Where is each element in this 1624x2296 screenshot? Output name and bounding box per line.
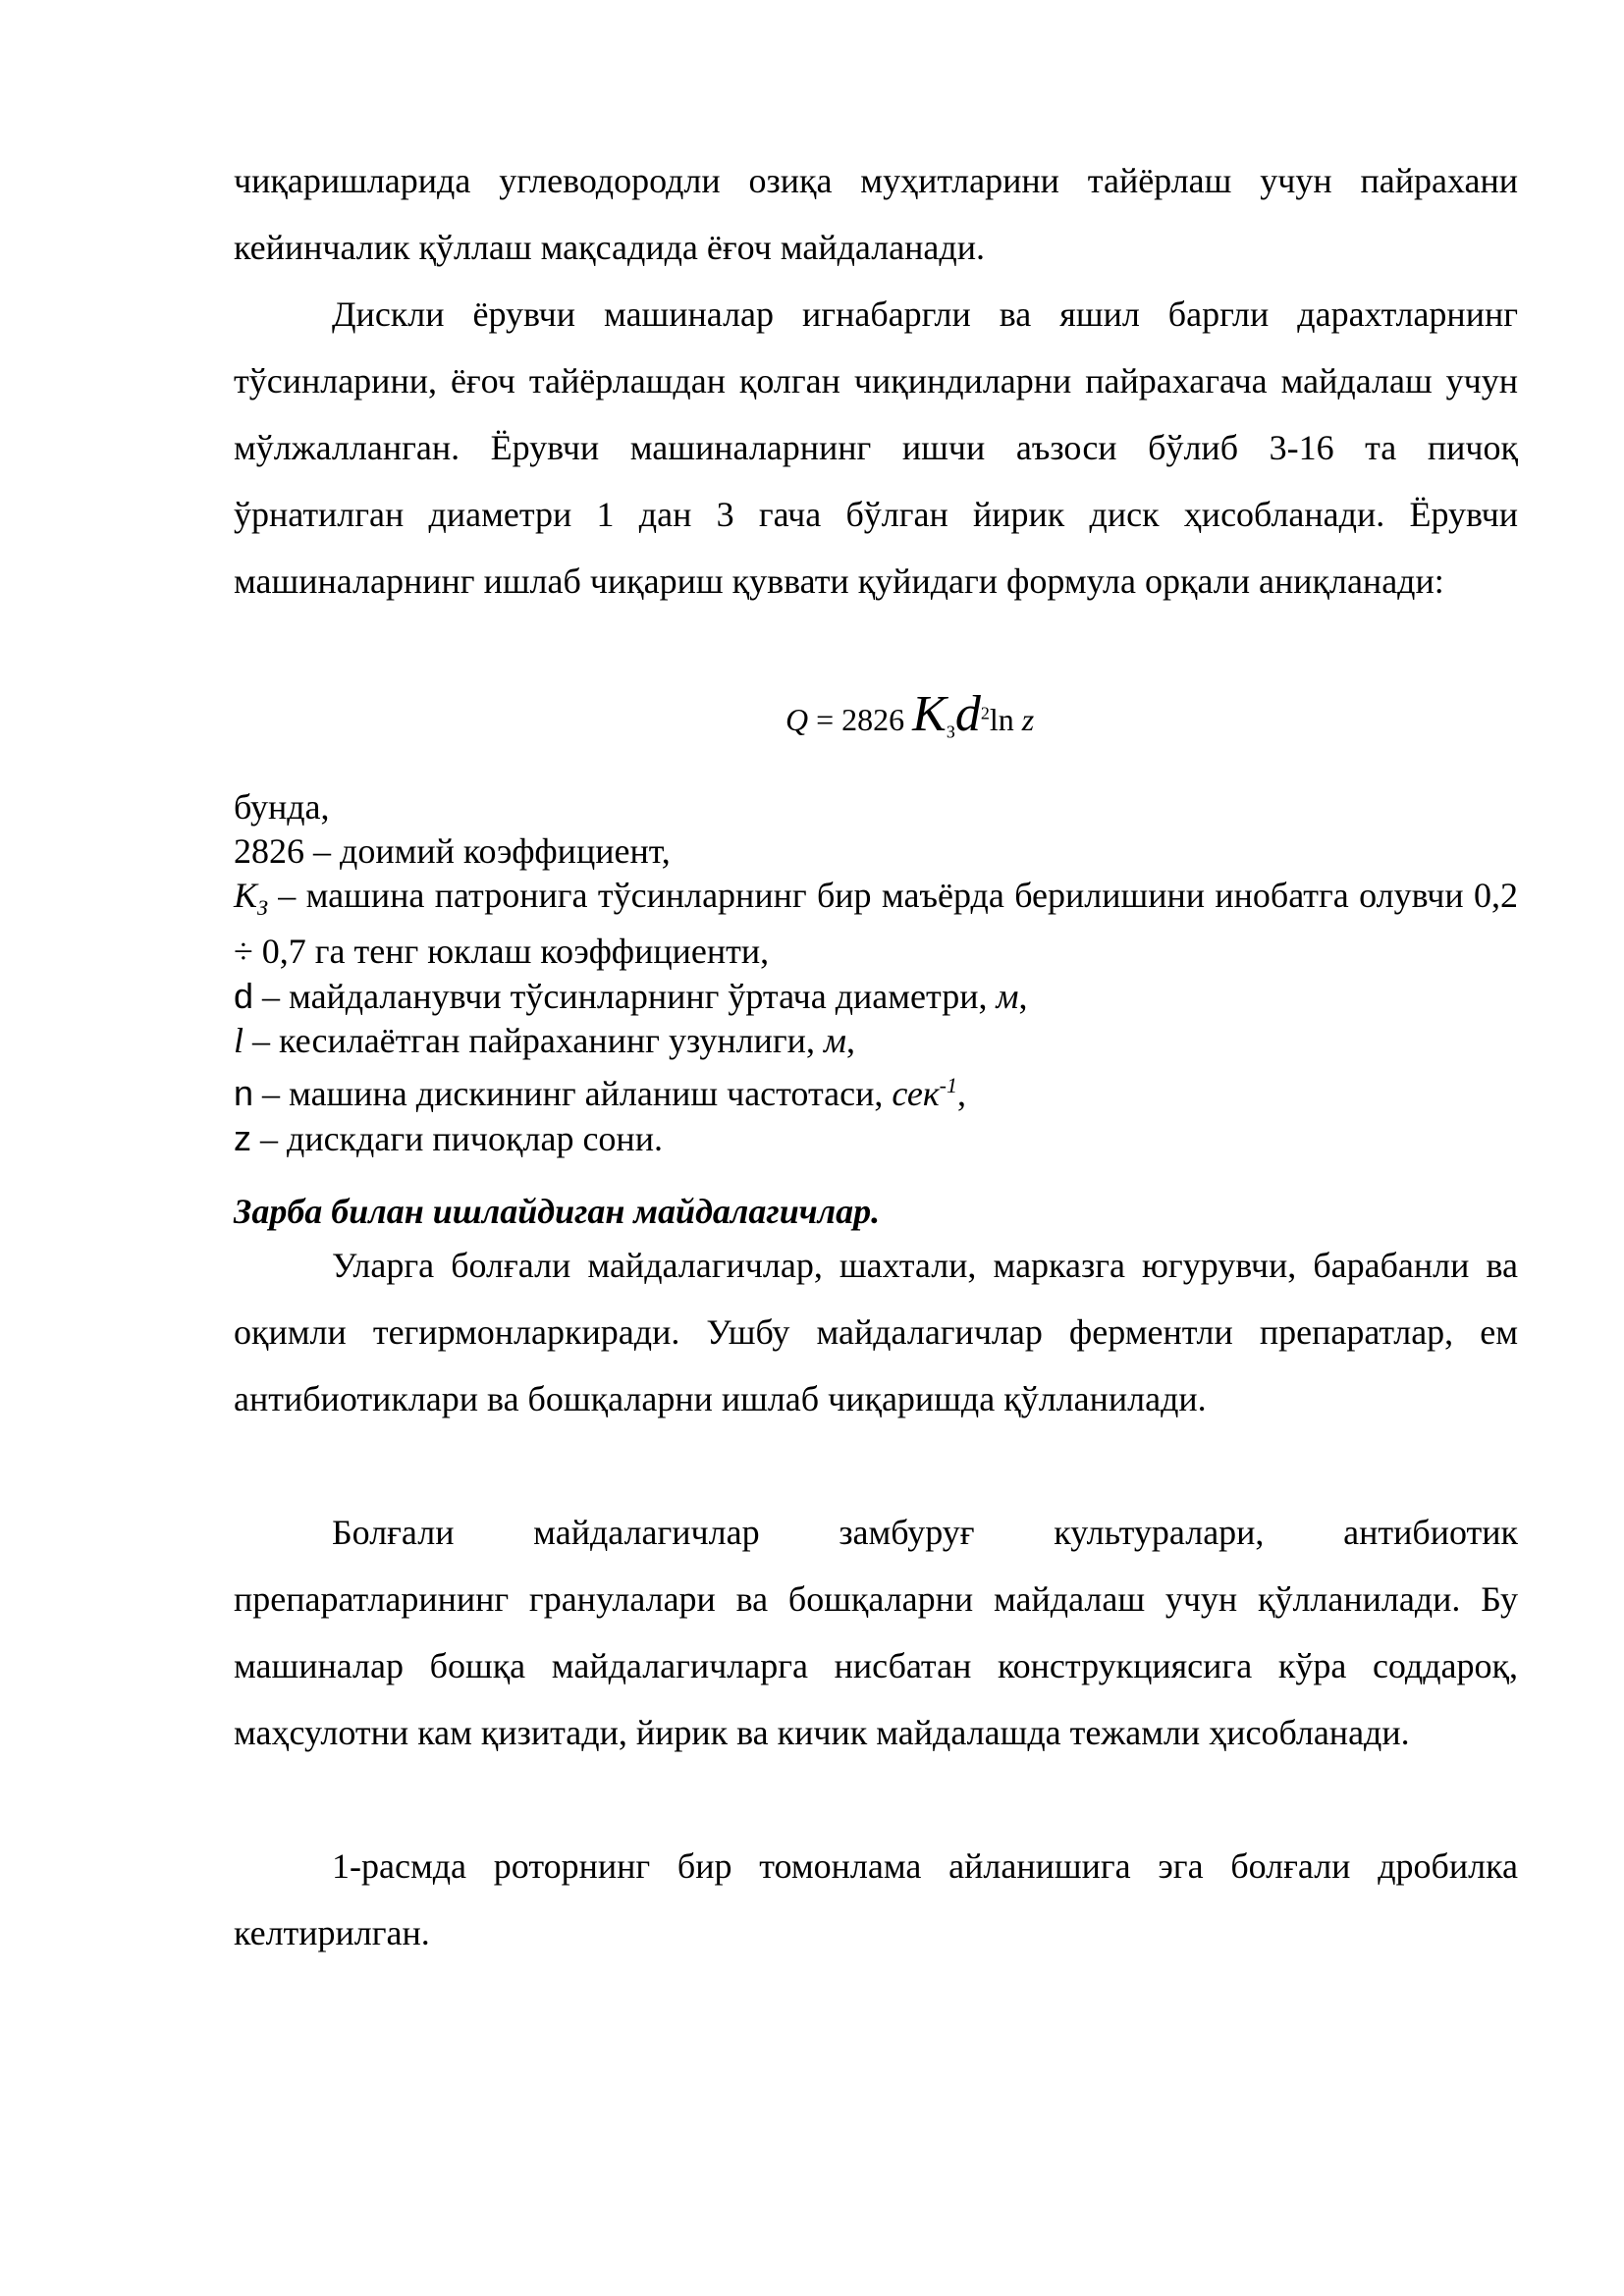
- symbol-z: z: [234, 1118, 251, 1159]
- symbol-l: l: [234, 1021, 244, 1061]
- definition-d: [234, 974, 1518, 1019]
- definition-l-end: ,: [845, 1021, 855, 1061]
- symbol-k-subscript: З: [257, 895, 268, 921]
- paragraph-3: Уларга болғали майдалагичлар, шахтали, марказга югурувчи, барабанли ва оқимли тегирмонларкиради. Ушбу майдалагичлар ферментли препаратлар, ем антибиотиклари ва бошқаларни ишлаб чиқаришда қўлланилади.: [234, 1246, 1518, 1418]
- symbol-k: K: [234, 876, 258, 915]
- definition-n-end: ,: [957, 1074, 966, 1114]
- definition-n-exponent: -1: [939, 1073, 957, 1098]
- formula-ln: ln: [989, 702, 1014, 737]
- definition-z-text: – дискдаги пичоқлар сони.: [251, 1119, 663, 1159]
- definition-z: [234, 1116, 1518, 1161]
- definition-l: [234, 1019, 1518, 1063]
- definition-k-text: – машина патронига тўсинларнинг бир маъёрда берилишини инобатга олувчи 0,2 ÷ 0,7 га тенг юклаш коэффициенти,: [234, 876, 1518, 972]
- formula-coefficient: = 2826: [808, 702, 905, 737]
- definition-n-text: – машина дискининг айланиш частотаси,: [253, 1074, 893, 1114]
- definition-l-unit: м: [823, 1021, 846, 1061]
- section-heading: Зарба билан ишлайдиган майдалагичлар.: [234, 1192, 881, 1231]
- formula-d: d: [954, 686, 981, 742]
- paragraph-4: Болғали майдалагичлар замбуруғ культуралари, антибиотик препаратларининг гранулалари ва бошқаларни майдалаш учун қўлланилади. Бу машиналар бошқа майдалагичларга нисбатан конструкциясига кўра соддароқ, маҳсулотни кам қизитади, йирик ва кичик майдалашда тежамли ҳисобланади.: [234, 1513, 1518, 1752]
- capacity-formula: [785, 685, 1034, 743]
- definition-n: [234, 1063, 1518, 1116]
- paragraph-1-line-2: кейинчалик қўллаш мақсадида ёғоч майдаланади.: [234, 228, 985, 267]
- definition-constant: 2826 – доимий коэффициент,: [234, 831, 671, 871]
- formula-k: K: [912, 686, 947, 742]
- paragraph-5: 1-расмда роторнинг бир томонлама айланишига эга болғали дробилка келтирилган.: [234, 1846, 1518, 1952]
- paragraph-1-line-1: чиқаришларида углеводородли озиқа муҳитларини тайёрлаш учун пайрахани: [234, 161, 1518, 200]
- definition-l-text: – кесилаётган пайраханинг узунлиги,: [244, 1021, 824, 1061]
- formula-k-subscript: З: [946, 721, 955, 742]
- definitions-intro: бунда,: [234, 787, 330, 827]
- definitions-list: [234, 785, 1518, 1161]
- definition-d-unit: м: [996, 977, 1019, 1017]
- formula-z: z: [1021, 702, 1035, 737]
- definition-k: [234, 874, 1518, 974]
- definition-d-end: ,: [1018, 977, 1028, 1017]
- definition-d-text: – майдаланувчи тўсинларнинг ўртача диаметри,: [253, 977, 997, 1017]
- symbol-d: d: [234, 976, 254, 1017]
- paragraph-2: Дискли ёрувчи машиналар игнабаргли ва яшил баргли дарахтларнинг тўсинларини, ёғоч тайёрлашдан қолган чиқиндиларни пайрахагача майдалаш учун мўлжалланган. Ёрувчи машиналарнинг ишчи аъзоси бўлиб 3-16 та пичоқ ўрнатилган диаметри 1 дан 3 гача бўлган йирик диск ҳисобланади. Ёрувчи машиналарнинг ишлаб чиқариш қуввати қуйидаги формула орқали аниқланади:: [234, 294, 1518, 601]
- symbol-n: n: [234, 1073, 254, 1114]
- formula-q: Q: [785, 702, 809, 737]
- definition-n-unit: сек: [892, 1074, 940, 1114]
- formula-d-exponent: 2: [980, 703, 990, 723]
